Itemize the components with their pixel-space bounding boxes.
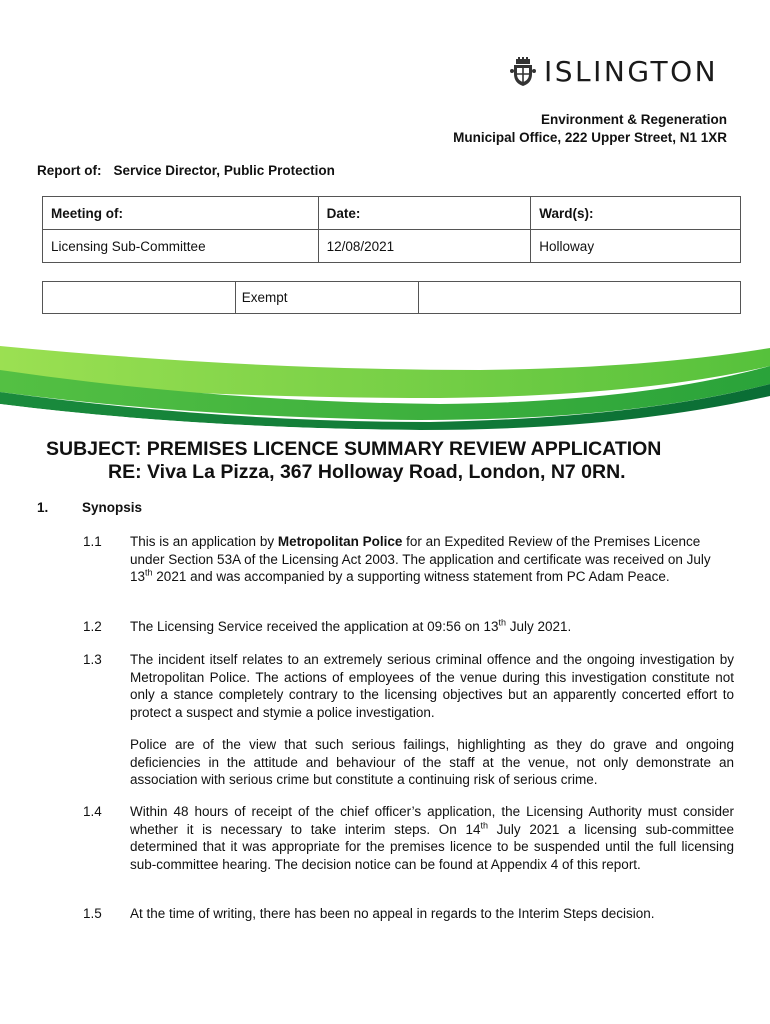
paragraph-text: [130, 533, 734, 586]
paragraph-text-part: for an Expedited Review of the Premises Licence under Section 53A of the Licensing Act 2003. The application and certificate was received on July 13: [130, 534, 711, 584]
section-number: 1.: [37, 500, 49, 515]
meeting-table-value-row: [43, 230, 741, 263]
ordinal-suffix: th: [498, 617, 507, 628]
paragraph-number: 1.3: [83, 652, 102, 667]
report-of-value: Service Director, Public Protection: [113, 163, 335, 178]
paragraph-1-5: [83, 905, 734, 923]
paragraph-text-part: 2021 and was accompanied by a supporting witness statement from PC Adam Peace.: [152, 569, 670, 584]
office-address: Municipal Office, 222 Upper Street, N1 1XR: [453, 130, 727, 145]
meeting-header-cell: Meeting of:: [43, 197, 319, 230]
section-title: Synopsis: [82, 500, 143, 515]
date-header-cell: Date:: [318, 197, 531, 230]
paragraph-number: 1.1: [83, 534, 102, 549]
islington-crest-icon: [510, 57, 536, 87]
subject-re-line: RE: Viva La Pizza, 367 Holloway Road, London, N7 0RN.: [108, 461, 626, 483]
exempt-cell-left: [43, 282, 236, 314]
paragraph-1-1: [83, 533, 734, 586]
meeting-table: [42, 196, 741, 263]
council-name: ISLINGTON: [544, 55, 719, 88]
subject-line: SUBJECT: PREMISES LICENCE SUMMARY REVIEW APPLICATION: [46, 438, 662, 460]
paragraph-1-3-continued: [83, 736, 734, 789]
paragraph-text-part: July 2021.: [506, 619, 572, 634]
department-address: [453, 111, 727, 147]
paragraph-number: 1.5: [83, 906, 102, 921]
paragraph-text-part: This is an application by: [130, 534, 278, 549]
ordinal-suffix: th: [145, 567, 153, 578]
paragraph-text: Police are of the view that such serious failings, highlighting as they do grave and ongoing deficiencies in the attitude and behaviour of the staff at the venue, not only demonstrate an association with serious crime but constitute a continuing risk of serious crime.: [130, 737, 734, 787]
exempt-cell-label: Exempt: [235, 282, 419, 314]
paragraph-text-part: July 2021 a licensing sub-committee determined that it was appropriate for the premises licence to be suspended until the full licensing sub-committee hearing. The decision notice can be found at Appendix 4 of this report.: [130, 821, 734, 872]
report-of-label: Report of:: [37, 163, 102, 178]
paragraph-text: [130, 803, 734, 873]
applicant-name: Metropolitan Police: [277, 534, 403, 549]
wards-value-cell: Holloway: [531, 230, 741, 263]
paragraph-1-2: [83, 618, 734, 636]
paragraph-number: 1.4: [83, 804, 102, 819]
paragraph-number: 1.2: [83, 619, 102, 634]
wards-header-cell: Ward(s):: [531, 197, 741, 230]
paragraph-text: [130, 618, 734, 636]
paragraph-1-4: [83, 803, 734, 873]
exempt-row: [43, 282, 741, 314]
paragraph-text: The incident itself relates to an extremely serious criminal offence and the ongoing investigation by Metropolitan Police. The actions of employees of the venue during this investigation constitute not only a stance completely contrary to the licensing objectives but an apparently concerted effort to protect a suspect and stymie a police investigation.: [130, 652, 734, 720]
paragraph-text-part: The Licensing Service received the application at 09:56 on 13: [130, 619, 499, 634]
report-of: [37, 163, 335, 178]
paragraph-1-3: [83, 651, 734, 721]
exempt-table: [42, 281, 741, 314]
subject-heading: [0, 438, 770, 484]
council-logo: [510, 55, 718, 88]
meeting-table-header-row: [43, 197, 741, 230]
ordinal-suffix: th: [480, 820, 488, 830]
date-value-cell: 12/08/2021: [318, 230, 531, 263]
department-name: Environment & Regeneration: [540, 112, 727, 127]
meeting-value-cell: Licensing Sub-Committee: [43, 230, 319, 263]
exempt-cell-right: [419, 282, 741, 314]
paragraph-text: At the time of writing, there has been no appeal in regards to the Interim Steps decision.: [130, 906, 655, 921]
paragraph-text-part: Within 48 hours of receipt of the chief officer’s application, the Licensing Authority must consider whether it is necessary to take interim steps. On 14: [130, 804, 734, 837]
green-swoosh-banner: [0, 340, 770, 430]
section-heading: [37, 500, 142, 515]
